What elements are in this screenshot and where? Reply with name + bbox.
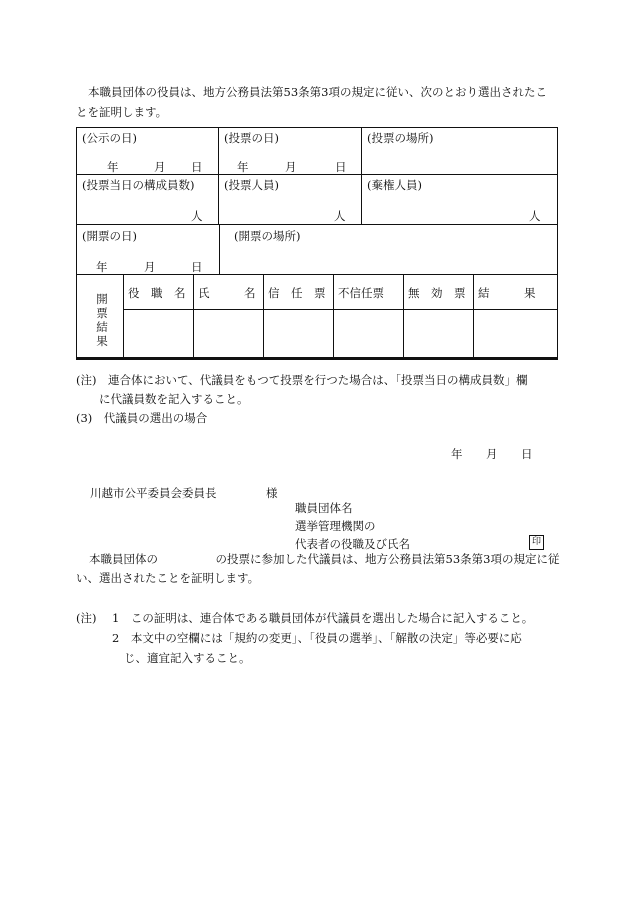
count-date-label: (開票の日) (82, 229, 137, 243)
seal-mark: 印 (529, 535, 544, 550)
vote-date-label: (投票の日) (224, 131, 279, 145)
header-name: 氏 名 (198, 286, 256, 300)
org-name-label: 職員団体名 (295, 501, 353, 515)
header-position: 役 職 名 (128, 286, 186, 300)
vote-place-label: (投票の場所) (367, 131, 434, 145)
header-invalid-votes: 無 効 票 (408, 286, 466, 300)
header-no-confidence-votes: 不信任票 (338, 286, 384, 300)
note2-prefix: (注) (76, 611, 97, 625)
representative-label: 代表者の役職及び氏名 (295, 537, 410, 551)
note1-line1: (注) 連合体において、代議員をもつて投票を行つた場合は、「投票当日の構成員数」欄 (76, 373, 528, 387)
delegate-paragraph-line2: い、選出されたことを証明します。 (76, 571, 260, 585)
note2-item2-line1: 2 本文中の空欄には「規約の変更」、「役員の選挙」、「解散の決定」等必要に応 (112, 631, 522, 645)
abstain-label: (棄権人員) (367, 178, 422, 192)
document-page: 本職員団体の役員は、地方公務員法第53条第3項の規定に従い、次のとおり選出されたことを証明します。 (公示の日) (投票の日) (投票の場所) 年 月 日 年 月 日 (投票当日の構成員数) (投票人員) (棄権人員) 人 人 人 (開票の日) (開票の場所) 年 月 日 開票結果 役 職 名 氏 名 信 任 票 不信任票 無 効 票 結 果 (注) 連合体において、代議員をもつて投票を行つた場合は、「投票当日の構成員数」欄 に代議員数を記入すること。 (3) 代議員の選出の場合 年 月 日 川越市公平委員会委員長 様 職員団体名 選挙管理機関の 代表者の役職及び氏名 印 本職員団体の の投票に参加した代議員は、地方公務員法第53条第3項の規定に従 い、選出されたことを証明します。 (注) 1 この証明は、連合体である職員団体が代議員を選出した場合に記入すること。 2 本文中の空欄には「規約の変更」、「役員の選挙」、「解散の決定」等必要に応 じ、適宜記入すること。 (0, 0, 630, 915)
addressee: 川越市公平委員会委員長 (90, 486, 217, 500)
header-confidence-votes: 信 任 票 (268, 286, 326, 300)
addressee-suffix: 様 (266, 486, 278, 500)
note1-line2: に代議員数を記入すること。 (99, 392, 249, 406)
note2-item2-line2: じ、適宜記入すること。 (124, 651, 251, 665)
election-body-label: 選挙管理機関の (295, 519, 376, 533)
abstain-unit: 人 (529, 209, 541, 223)
count-place-label: (開票の場所) (234, 229, 301, 243)
results-side-label: 開票結果 (96, 292, 108, 348)
voters-unit: 人 (334, 209, 346, 223)
note2-item1: 1 この証明は、連合体である職員団体が代議員を選出した場合に記入すること。 (112, 611, 534, 625)
notice-date-label: (公示の日) (82, 131, 137, 145)
voters-label: (投票人員) (224, 178, 279, 192)
header-result: 結 果 (478, 286, 536, 300)
members-unit: 人 (191, 209, 203, 223)
intro-paragraph: 本職員団体の役員は、地方公務員法第53条第3項の規定に従い、次のとおり選出されたことを証明します。 (76, 85, 547, 119)
delegate-paragraph-line1: 本職員団体の の投票に参加した代議員は、地方公務員法第53条第3項の規定に従 (89, 552, 560, 566)
section-heading: (3) 代議員の選出の場合 (76, 411, 208, 425)
members-label: (投票当日の構成員数) (82, 178, 195, 192)
